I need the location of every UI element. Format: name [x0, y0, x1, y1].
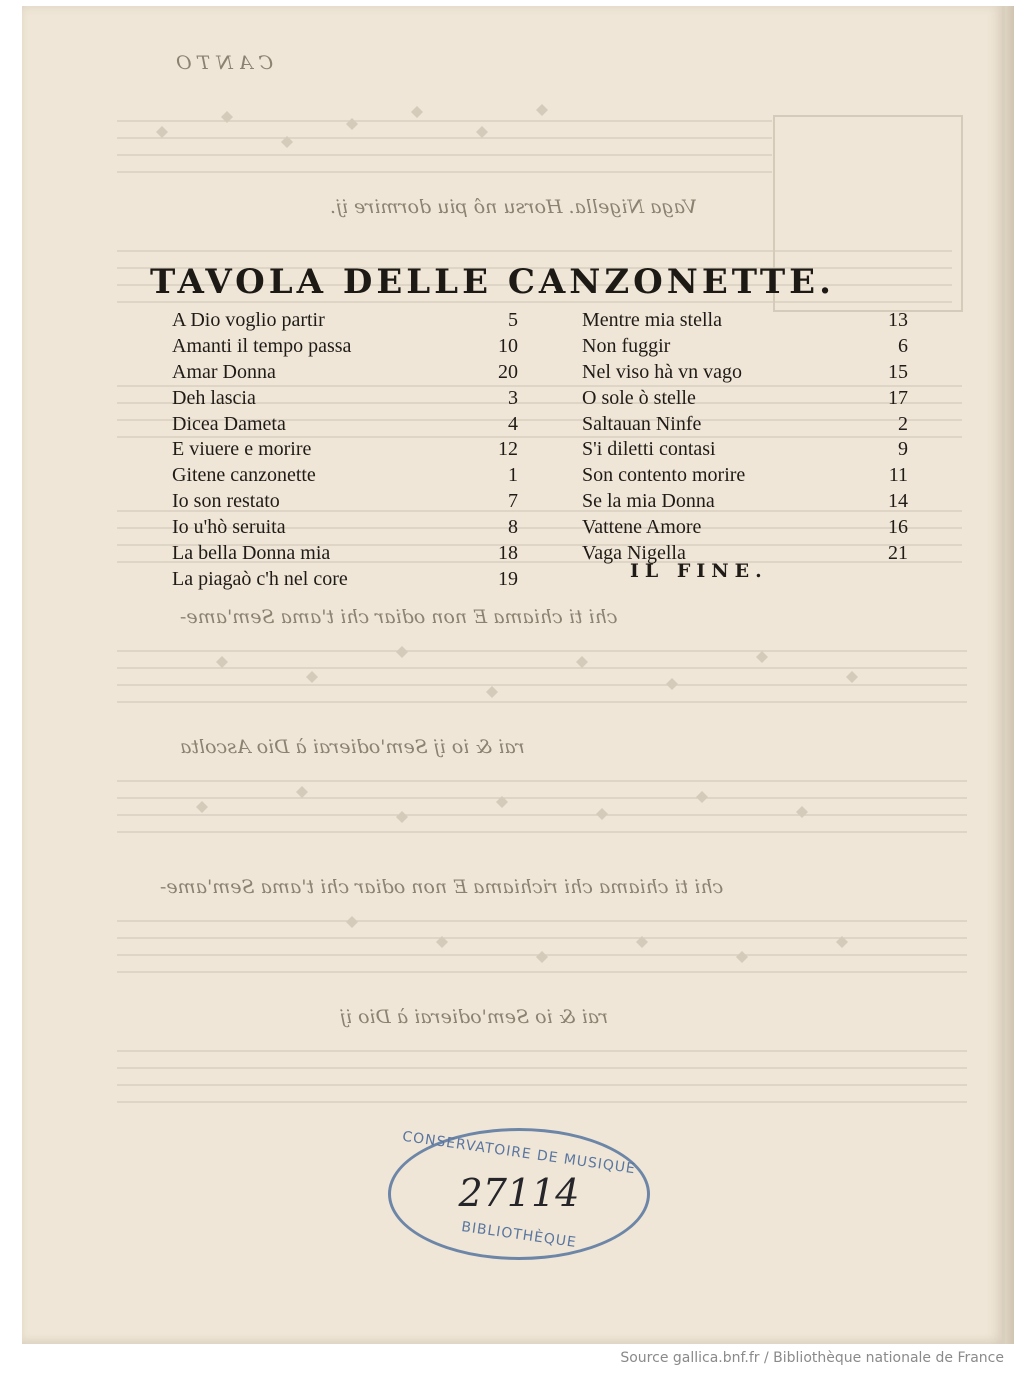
entry-title: Non fuggir — [582, 334, 671, 357]
index-entry — [582, 515, 908, 541]
index-entry — [582, 489, 908, 515]
index-entry — [172, 515, 518, 541]
entry-title: Vaga Nigella — [582, 542, 686, 565]
entry-title: Nel viso hà vn vago — [582, 360, 742, 383]
index-column-right — [582, 308, 908, 567]
index-entry — [172, 412, 518, 438]
index-entry — [582, 463, 908, 489]
entry-title: La bella Donna mia — [172, 542, 331, 565]
index-entry — [172, 489, 518, 515]
entry-page: 17 — [888, 386, 908, 409]
bleed-line: Vaga Nigella. Horsu nô piu dormire ij. — [330, 196, 698, 218]
page-title: TAVOLA DELLE CANZONETTE. — [150, 262, 835, 302]
index-entry — [172, 567, 518, 593]
entry-title: A Dio voglio partir — [172, 309, 325, 331]
entry-page: 9 — [898, 438, 908, 461]
entry-title: Io son restato — [172, 490, 280, 513]
entry-title: Vattene Amore — [582, 516, 702, 539]
entry-page: 21 — [888, 542, 908, 565]
entry-title: E viuere e morire — [172, 438, 312, 461]
bleed-line: chi ti chiama chi richiama E non odiar chi t'ama Sem'ame- — [160, 876, 724, 898]
entry-title: Mentre mia stella — [582, 309, 722, 331]
entry-page: 15 — [888, 360, 908, 383]
index-entry — [582, 334, 908, 360]
entry-page: 18 — [498, 542, 518, 565]
index-entry — [172, 334, 518, 360]
entry-title: O sole ò stelle — [582, 386, 696, 409]
entry-title: Son contento morire — [582, 464, 746, 487]
index-entry — [582, 360, 908, 386]
end-mark: IL FINE. — [630, 560, 768, 582]
stamp-library: BIBLIOTHÈQUE — [460, 1218, 578, 1252]
index-entry — [582, 386, 908, 412]
entry-page: 14 — [888, 490, 908, 513]
stamp-institution: CONSERVATOIRE DE MUSIQUE — [401, 1128, 637, 1178]
index-entry — [582, 412, 908, 438]
entry-page: 3 — [508, 386, 518, 409]
entry-title: S'i diletti contasi — [582, 438, 716, 461]
index-column-left — [172, 308, 518, 593]
entry-page: 5 — [508, 309, 518, 331]
entry-title: Dicea Dameta — [172, 412, 286, 435]
entry-title: Saltauan Ninfe — [582, 412, 702, 435]
entry-title: Amanti il tempo passa — [172, 334, 352, 357]
entry-page: 2 — [898, 412, 908, 435]
bleed-line: chi ti chiama E non odiar chi t'ama Sem'ame- — [180, 606, 618, 628]
entry-page: 19 — [498, 567, 518, 590]
bleed-line: rai & io ij Sem'odierai à Dio Ascolta — [180, 736, 525, 758]
entry-title: Amar Donna — [172, 360, 276, 383]
entry-page: 8 — [508, 516, 518, 539]
index-entry — [172, 437, 518, 463]
bleed-line: rai & io Sem'odierai à Dio ij — [340, 1006, 609, 1028]
entry-page: 20 — [498, 360, 518, 383]
entry-title: Se la mia Donna — [582, 490, 715, 513]
entry-title: Gitene canzonette — [172, 464, 316, 487]
index-entry — [582, 308, 908, 334]
index-entry — [172, 463, 518, 489]
entry-page: 11 — [888, 464, 908, 487]
entry-page: 6 — [898, 334, 908, 357]
stamp-shelfmark: 27114 — [458, 1171, 580, 1215]
entry-page: 12 — [498, 438, 518, 461]
entry-title: Io u'hò seruita — [172, 516, 286, 539]
index-entry — [172, 360, 518, 386]
index-entry — [582, 437, 908, 463]
bleed-header: CANTO — [170, 52, 274, 74]
entry-page: 7 — [508, 490, 518, 513]
entry-title: Deh lascia — [172, 386, 256, 409]
source-credit: Source gallica.bnf.fr / Bibliothèque nationale de France — [620, 1350, 1004, 1366]
library-stamp — [388, 1128, 650, 1260]
entry-page: 13 — [888, 309, 908, 331]
index-entry — [172, 308, 518, 334]
entry-title: La piagaò c'h nel core — [172, 567, 348, 590]
entry-page: 16 — [888, 516, 908, 539]
index-entry — [172, 386, 518, 412]
entry-page: 4 — [508, 412, 518, 435]
entry-page: 10 — [498, 334, 518, 357]
index-entry — [172, 541, 518, 567]
entry-page: 1 — [508, 464, 518, 487]
